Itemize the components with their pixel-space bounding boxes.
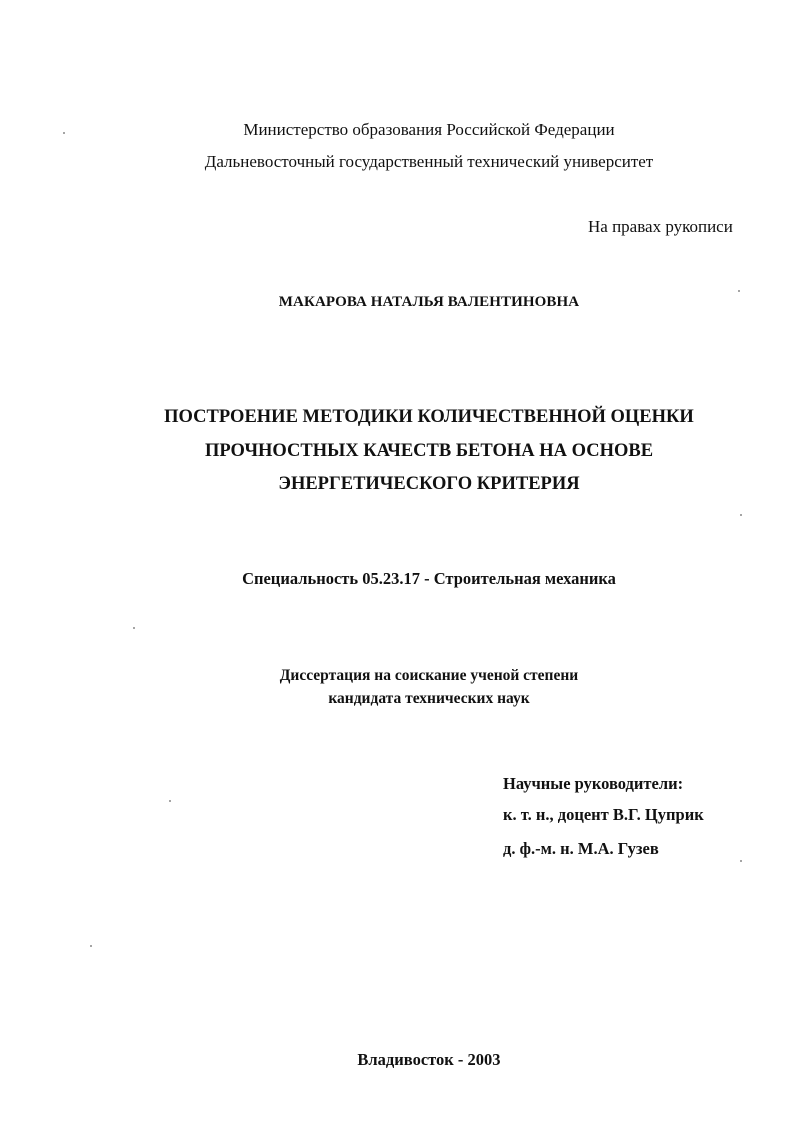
scan-speck xyxy=(738,290,740,292)
dissertation-line-2: кандидата технических наук xyxy=(328,690,530,707)
dissertation-line-1: Диссертация на соискание ученой степени xyxy=(279,667,579,684)
ministry-name: Министерство образования Российской Федерации xyxy=(243,120,615,139)
specialty: Специальность 05.23.17 - Строительная механика xyxy=(242,569,616,588)
author-name: МАКАРОВА НАТАЛЬЯ ВАЛЕНТИНОВНА xyxy=(278,294,580,310)
title-line-2: ПРОЧНОСТНЫХ КАЧЕСТВ БЕТОНА НА ОСНОВЕ xyxy=(204,441,654,461)
university-name: Дальневосточный государственный технический университет xyxy=(204,152,654,171)
scan-speck xyxy=(740,860,742,862)
scan-speck xyxy=(169,800,171,802)
scan-speck xyxy=(740,514,742,516)
title-line-3: ЭНЕРГЕТИЧЕСКОГО КРИТЕРИЯ xyxy=(278,474,580,494)
scan-speck xyxy=(63,132,65,134)
place-year: Владивосток - 2003 xyxy=(357,1050,501,1069)
supervisor-1: к. т. н., доцент В.Г. Цуприк xyxy=(503,805,704,824)
supervisor-2: д. ф.-м. н. М.А. Гузев xyxy=(503,839,659,858)
scan-speck xyxy=(133,627,135,629)
scan-speck xyxy=(90,945,92,947)
title-line-1: ПОСТРОЕНИЕ МЕТОДИКИ КОЛИЧЕСТВЕННОЙ ОЦЕНКИ xyxy=(164,407,694,427)
manuscript-note: На правах рукописи xyxy=(588,217,733,236)
supervisors-heading: Научные руководители: xyxy=(503,774,684,793)
